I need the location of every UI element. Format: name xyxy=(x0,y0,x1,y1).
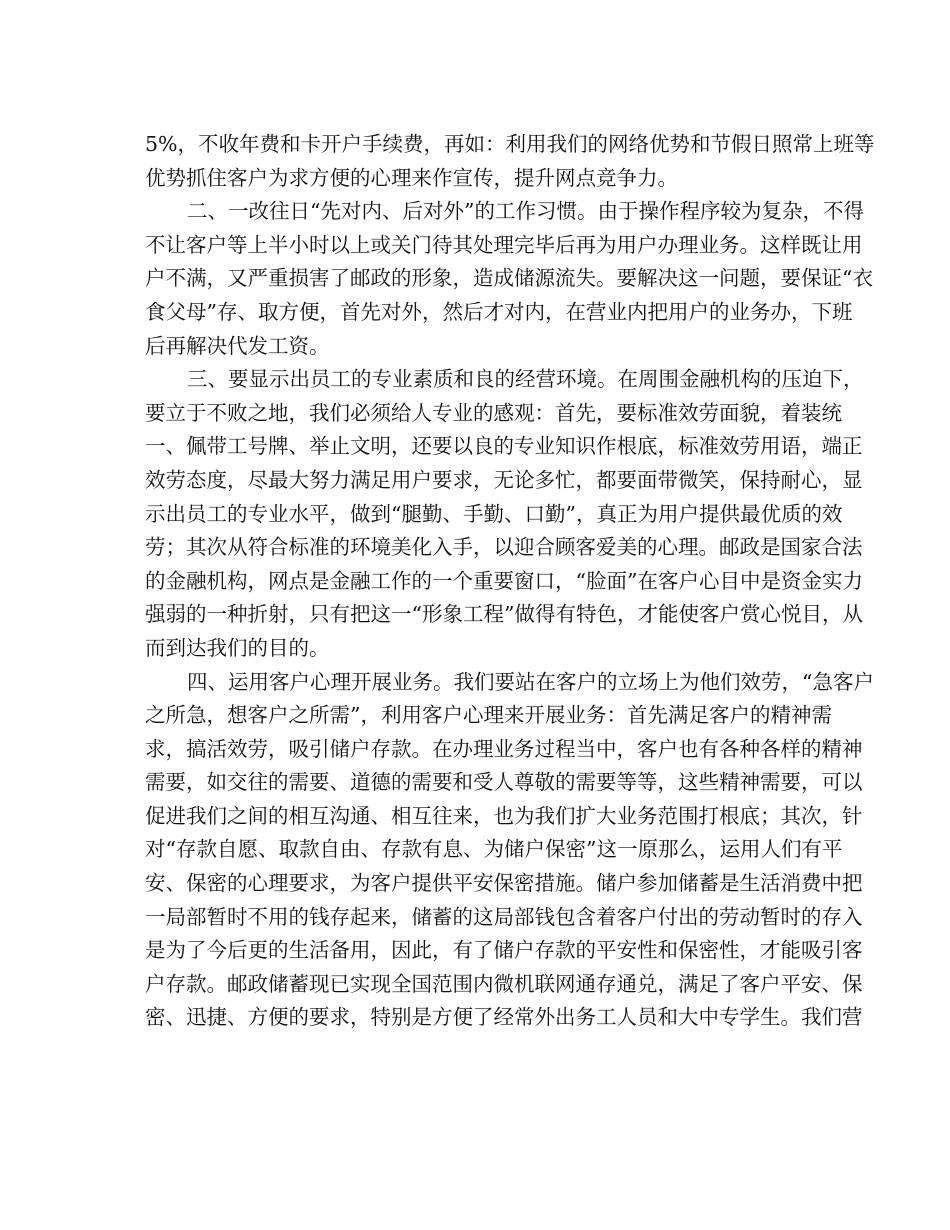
text-line: 四、运用客户心理开展业务。我们要站在客户的立场上为他们效劳，“急客户 xyxy=(187,669,874,694)
text-line: 二、一改往日“先对内、后对外”的工作习惯。由于操作程序较为复杂，不得 xyxy=(187,199,864,224)
text-line: 不让客户等上半小时以上或关门待其处理完毕后再为用户办理业务。这样既让用 xyxy=(145,232,863,257)
text-line: 强弱的一种折射，只有把这一“形象工程”做得有特色，才能使客户赏心悦目，从 xyxy=(145,602,863,627)
text-line: 示出员工的专业水平，做到“腿勤、手勤、口勤”，真正为用户提供最优质的效 xyxy=(145,501,843,526)
text-line: 对“存款自愿、取款自由、存款有息、为储户保密”这一原那么，运用人们有平 xyxy=(145,837,843,862)
document-page xyxy=(145,128,875,1035)
text-line: 而到达我们的目的。 xyxy=(145,635,330,660)
text-line: 后再解决代发工资。 xyxy=(145,333,330,358)
paragraph-section-three xyxy=(145,363,864,665)
text-line: 效劳态度，尽最大努力满足用户要求，无论多忙，都要面带微笑，保持耐心，显 xyxy=(145,467,863,492)
text-line: 的金融机构，网点是金融工作的一个重要窗口，“脸面”在客户心目中是资金实力 xyxy=(145,568,863,593)
text-line: 密、迅捷、方便的要求，特别是方便了经常外出务工人员和大中专学生。我们营 xyxy=(145,1005,863,1030)
text-line: 劳；其次从符合标准的环境美化入手，以迎合顾客爱美的心理。邮政是国家合法 xyxy=(145,535,863,560)
text-line: 求，搞活效劳，吸引储户存款。在办理业务过程当中，客户也有各种各样的精神 xyxy=(145,736,863,761)
text-line: 要立于不败之地，我们必须给人专业的感观：首先，要标准效劳面貌，着装统 xyxy=(145,400,842,425)
text-line: 需要，如交往的需要、道德的需要和受人尊敬的需要等等，这些精神需要，可以 xyxy=(145,770,863,795)
text-line: 5%，不收年费和卡开户手续费，再如：利用我们的网络优势和节假日照常上班等 xyxy=(145,132,875,156)
text-line: 三、要显示出员工的专业素质和良的经营环境。在周围金融机构的压迫下， xyxy=(187,367,864,392)
text-line: 促进我们之间的相互沟通、相互往来，也为我们扩大业务范围打根底；其次，针 xyxy=(145,803,863,828)
paragraph-section-two xyxy=(145,195,873,363)
text-line: 一局部暂时不用的钱存起来，储蓄的这局部钱包含着客户付出的劳动暂时的存入 xyxy=(145,904,863,929)
text-line: 户不满，又严重损害了邮政的形象，造成储源流失。要解决这一问题，要保证“衣 xyxy=(145,266,873,291)
text-line: 之所急，想客户之所需”，利用客户心理来开展业务：首先满足客户的精神需 xyxy=(145,703,832,728)
text-line: 是为了今后更的生活备用，因此，有了储户存款的平安性和保密性，才能吸引客 xyxy=(145,938,863,963)
text-line: 一、佩带工号牌、举止文明，还要以良的专业知识作根底，标准效劳用语，端正 xyxy=(145,434,863,459)
text-line: 优势抓住客户为求方便的心理来作宣传，提升网点竞争力。 xyxy=(145,165,678,190)
paragraph-continuation xyxy=(145,128,875,195)
paragraph-section-four xyxy=(145,666,874,1036)
text-line: 户存款。邮政储蓄现已实现全国范围内微机联网通存通兑，满足了客户平安、保 xyxy=(145,971,863,996)
text-line: 食父母”存、取方便，首先对外，然后才对内，在营业内把用户的业务办，下班 xyxy=(145,299,853,324)
text-line: 安、保密的心理要求，为客户提供平安保密措施。储户参加储蓄是生活消费中把 xyxy=(145,871,863,896)
